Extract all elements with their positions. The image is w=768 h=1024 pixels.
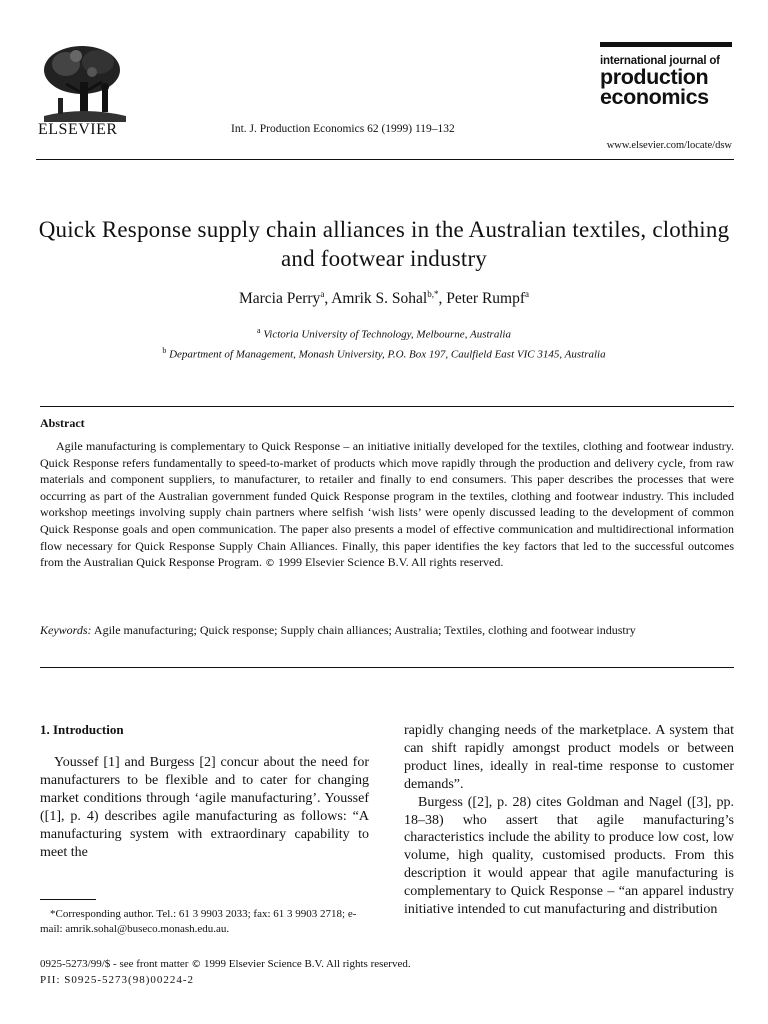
journal-name-line2: production <box>600 65 709 89</box>
body-paragraph: Burgess ([2], p. 28) cites Goldman and Nagel ([3], pp. 18–38) who assert that agile manufacturing’s characteristics include the ability to produce low cost, low volume, high quality, customised products. From this description it would appear that agile manufacturing is complementary to Quick Response – “an apparel industry initiative intended to cut manufacturing and distribution <box>404 794 734 918</box>
author-name: Marcia Perry <box>238 290 321 308</box>
abstract-bottom-rule <box>40 667 734 668</box>
article-title: Quick Response supply chain alliances in the Australian textiles, clothing and footwear industry <box>38 217 730 271</box>
keywords <box>40 622 734 638</box>
body-paragraph: rapidly changing needs of the marketplace. A system that can shift rapidly amongst product models or between product lines, ideally in real-time response to customer demands”. <box>404 723 734 792</box>
author-separator: , <box>324 290 332 308</box>
journal-citation: Int. J. Production Economics 62 (1999) 119–132 <box>231 123 455 135</box>
journal-url[interactable]: www.elsevier.com/locate/dsw <box>606 140 732 151</box>
affiliation-marker: a <box>257 326 261 335</box>
abstract-copyright: 1999 Elsevier Science B.V. All rights reserved. <box>274 555 504 570</box>
journal-name-line1: international journal of <box>600 55 720 67</box>
journal-masthead <box>600 42 732 107</box>
author-separator: , <box>438 290 447 308</box>
abstract-body: Agile manufacturing is complementary to Quick Response – an initiative initially developed for the textiles, clothing and footwear industry. Quick Response refers fundamentally to speed-to-market of products which move rapidly through the production and delivery cycle, from raw materials and component suppliers, to manufacturer, to retailer and finally to end consumers. This paper describes the processes that were occurring as part of the Australian government funded Quick Response program in the textiles, clothing and footwear industry. This included workshop meetings involving supply chain partners where selfish ‘wish lists’ were openly discussed leading to the development of common Quick Response goals and open communication. The paper also presents a model of effective communication and multidirectional information flow necessary for Quick Response Supply Chain Alliances. Finally, this paper identifies the key factors that led to the successful outcomes from the Australian Quick Response Program. <box>40 439 734 570</box>
left-column <box>40 722 369 861</box>
abstract-heading: Abstract <box>40 416 85 430</box>
issn-prefix: 0925-5273/99/$ - see front matter <box>40 958 189 970</box>
author-list <box>30 289 738 308</box>
copyright-icon: © <box>191 959 202 970</box>
section-heading: 1. Introduction <box>40 722 124 737</box>
publisher-name: ELSEVIER <box>38 121 118 138</box>
right-column <box>404 722 734 919</box>
author-name: Peter Rumpf <box>446 290 526 308</box>
keywords-label: Keywords: <box>40 623 92 637</box>
author-affil-marker: a <box>525 289 530 299</box>
issn-suffix: 1999 Elsevier Science B.V. All rights reserved. <box>201 958 411 970</box>
pii-line: PII: S0925-5273(98)00224-2 <box>40 974 195 986</box>
body-paragraph: Youssef [1] and Burgess [2] concur about the need for manufacturers to be flexible and to cater for changing market conditions through ‘agile manufacturing’. Youssef ([1], p. 4) describes agile manufacturing as follows: “A manufacturing system with extraordinary capability to meet the <box>40 755 369 860</box>
author-affil-marker: a <box>320 289 325 299</box>
abstract-text <box>40 438 734 573</box>
journal-name-line3: economics <box>600 85 709 109</box>
corresponding-author-footnote: *Corresponding author. Tel.: 61 3 9903 2033; fax: 61 3 9903 2718; e-mail: amrik.sohal@buseco.monash.edu.au. <box>40 908 357 935</box>
author-name: Amrik S. Sohal <box>331 290 428 308</box>
abstract-top-rule <box>40 406 734 407</box>
affiliation-text: Victoria University of Technology, Melbourne, Australia <box>263 328 511 341</box>
issn-line <box>40 958 411 970</box>
header-rule <box>36 159 734 160</box>
copyright-icon: © <box>264 558 275 570</box>
affiliation-marker: b <box>162 345 167 355</box>
elsevier-tree-logo <box>36 42 132 122</box>
affiliation-text: Department of Management, Monash University, P.O. Box 197, Caulfield East VIC 3145, Australia <box>169 348 606 361</box>
affiliations <box>30 323 738 362</box>
footnote-rule <box>40 899 96 900</box>
keywords-list: Agile manufacturing; Quick response; Supply chain alliances; Australia; Textiles, clothing and footwear industry <box>91 623 636 637</box>
affiliation-item <box>30 323 738 343</box>
affiliation-item <box>30 343 738 363</box>
author-affil-marker: b,* <box>427 289 439 299</box>
